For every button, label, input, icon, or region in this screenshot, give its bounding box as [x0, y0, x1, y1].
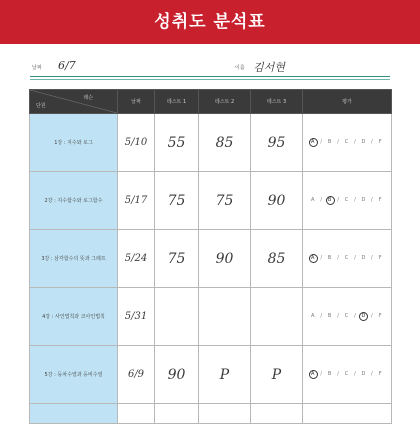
date-label: 날짜 — [32, 65, 42, 71]
header-test-2: 테스트 2 — [199, 90, 251, 114]
table-row — [30, 172, 392, 230]
grade-separator: / — [317, 313, 326, 319]
empty-cell — [30, 404, 118, 424]
info-divider — [30, 76, 390, 77]
grade-separator: / — [368, 255, 377, 261]
page-title: 성취도 분석표 — [0, 0, 420, 44]
grade-option-c: C — [344, 255, 350, 261]
empty-cell — [303, 404, 392, 424]
grade-separator: / — [334, 255, 343, 261]
grade-option-b: B — [327, 313, 333, 319]
grade-separator: / — [368, 313, 377, 319]
grade-option-b: B — [327, 139, 333, 145]
test-3-cell: P — [251, 346, 303, 404]
grade-separator: / — [334, 139, 343, 145]
test-1-cell: 55 — [155, 114, 199, 172]
grade-option-b: B — [327, 255, 333, 261]
table-row — [30, 114, 392, 172]
achievement-table — [29, 89, 392, 424]
name-value: 김서현 — [253, 61, 285, 74]
date-cell: 6/9 — [118, 346, 155, 404]
test-2-cell: 85 — [199, 114, 251, 172]
header-unit-top: 레슨 — [83, 95, 93, 101]
date-cell: 5/17 — [118, 172, 155, 230]
test-2-cell: 90 — [199, 230, 251, 288]
grade-option-c: C — [344, 197, 350, 203]
grade-cell — [303, 172, 392, 230]
grade-option-c: C — [344, 371, 350, 377]
grade-cell — [303, 346, 392, 404]
grade-separator: / — [368, 371, 377, 377]
unit-cell: 4강 : 사인법칙과 코사인법칙 — [30, 288, 118, 346]
test-1-cell — [155, 288, 199, 346]
grade-option-d: D — [361, 139, 367, 145]
empty-cell — [155, 404, 199, 424]
header-test-3: 테스트 3 — [251, 90, 303, 114]
info-row — [30, 58, 390, 76]
empty-cell — [118, 404, 155, 424]
grade-option-f: F — [378, 197, 383, 203]
test-1-cell: 75 — [155, 172, 199, 230]
grade-cell — [303, 230, 392, 288]
grade-separator: / — [368, 139, 377, 145]
grade-option-c: C — [344, 313, 350, 319]
header-unit-bottom: 단원 — [36, 103, 46, 109]
unit-cell: 2강 : 지수함수와 로그함수 — [30, 172, 118, 230]
unit-cell: 3강 : 삼각함수의 뜻과 그래프 — [30, 230, 118, 288]
grade-separator: / — [351, 371, 360, 377]
grade-separator: / — [317, 197, 326, 203]
info-divider-secondary — [30, 79, 390, 80]
grade-option-f: F — [378, 313, 383, 319]
grade-separator: / — [317, 255, 326, 261]
date-cell: 5/31 — [118, 288, 155, 346]
date-cell: 5/10 — [118, 114, 155, 172]
test-3-cell — [251, 288, 303, 346]
table-row-partial — [30, 404, 392, 424]
test-3-cell: 90 — [251, 172, 303, 230]
test-3-cell: 95 — [251, 114, 303, 172]
grade-option-d: D — [361, 371, 367, 377]
empty-cell — [251, 404, 303, 424]
unit-cell: 5강 : 등차수열과 등비수열 — [30, 346, 118, 404]
name-label: 이름 — [235, 65, 245, 71]
grade-separator: / — [317, 139, 326, 145]
grade-separator: / — [368, 197, 377, 203]
grade-option-f: F — [378, 255, 383, 261]
test-1-cell: 75 — [155, 230, 199, 288]
test-1-cell: 90 — [155, 346, 199, 404]
grade-option-d: D — [361, 197, 367, 203]
header-unit — [30, 90, 118, 114]
grade-option-f: F — [378, 371, 383, 377]
test-2-cell — [199, 288, 251, 346]
test-3-cell: 85 — [251, 230, 303, 288]
grade-separator: / — [351, 197, 360, 203]
header-grade: 평가 — [303, 90, 392, 114]
grade-separator: / — [317, 371, 326, 377]
grade-separator: / — [351, 139, 360, 145]
test-2-cell: 75 — [199, 172, 251, 230]
grade-option-f: F — [378, 139, 383, 145]
grade-option-b: B — [326, 196, 335, 205]
grade-option-a: A — [309, 254, 318, 263]
grade-separator: / — [334, 313, 343, 319]
grade-separator: / — [334, 371, 343, 377]
grade-option-a: A — [311, 197, 316, 203]
unit-cell: 1강 : 지수와 로그 — [30, 114, 118, 172]
grade-option-b: B — [327, 371, 333, 377]
grade-option-a: A — [309, 138, 318, 147]
grade-option-d: D — [359, 312, 368, 321]
grade-cell — [303, 114, 392, 172]
empty-cell — [199, 404, 251, 424]
test-2-cell: P — [199, 346, 251, 404]
table-row — [30, 346, 392, 404]
table-row — [30, 288, 392, 346]
table-header-row — [30, 90, 392, 114]
date-cell: 5/24 — [118, 230, 155, 288]
header-test-1: 테스트 1 — [155, 90, 199, 114]
grade-cell — [303, 288, 392, 346]
grade-separator: / — [351, 313, 360, 319]
grade-option-d: D — [361, 255, 367, 261]
table-row — [30, 230, 392, 288]
grade-option-a: A — [309, 370, 318, 379]
header-date: 날짜 — [118, 90, 155, 114]
grade-option-a: A — [311, 313, 316, 319]
grade-separator: / — [351, 255, 360, 261]
grade-option-c: C — [344, 139, 350, 145]
grade-separator: / — [334, 197, 343, 203]
date-value: 6/7 — [58, 59, 76, 72]
